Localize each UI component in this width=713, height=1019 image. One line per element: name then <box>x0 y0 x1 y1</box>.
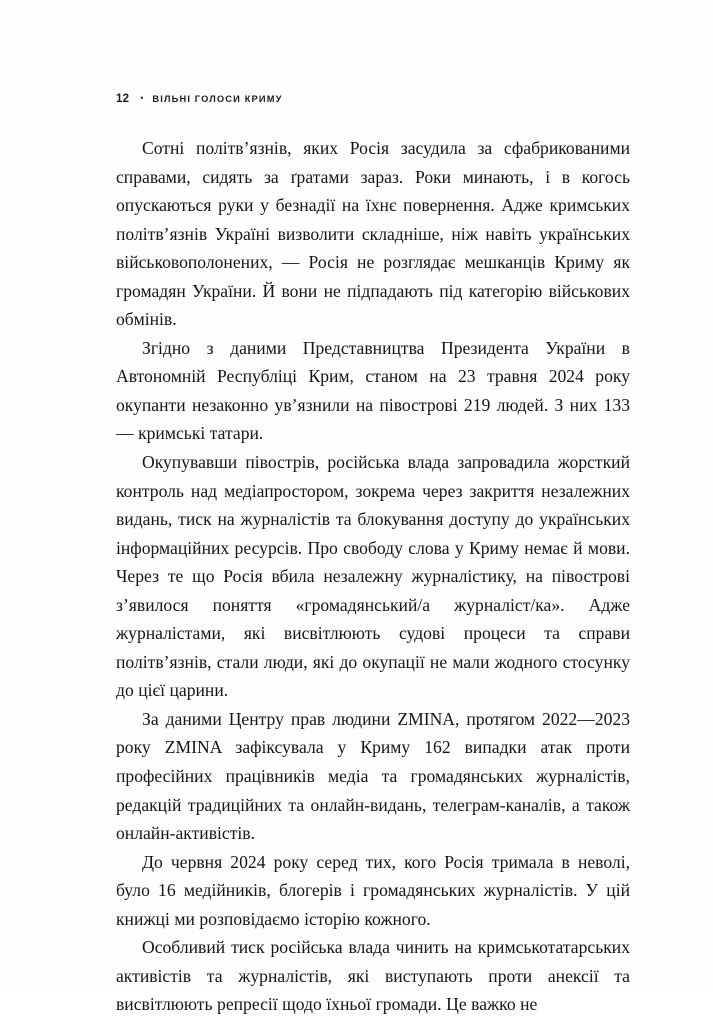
paragraph: Особливий тиск російська влада чинить на кримськотатарських активістів та журналістів, які виступають проти анексії та висвітлюють репресії щодо їхньої громади. Це важко не <box>116 937 630 1015</box>
body-text-block <box>116 134 630 1019</box>
running-head <box>116 93 283 105</box>
page-number: 12 <box>116 93 130 105</box>
book-title-running-head: ВІЛЬНІ ГОЛОСИ КРИМУ <box>152 94 283 104</box>
paragraph: Сотні політв’язнів, яких Росія засудила за сфабрикованими справами, сидять за ґратами зараз. Роки минають, і в когось опускаються руки у безнадії на їхнє повернення. Адже кримських політв’язнів Україні визволити складніше, ніж навіть українських військовополонених, — Росія не розглядає мешканців Криму як громадян України. Й вони не підпадають під категорію військових обмінів. <box>116 138 630 330</box>
paragraph: Згідно з даними Представництва Президента України в Автономній Республіці Крим, станом на 23 травня 2024 року окупанти незаконно ув’язнили на півострові 219 людей. З них 133 — кримські татари. <box>116 337 630 444</box>
paragraph: Окупувавши півострів, російська влада запровадила жорсткий контроль над медіапростором, зокрема через закриття незалежних видань, тиск на журналістів та блокування доступу до українських інформаційних ресурсів. Про свободу слова у Криму немає й мови. Через те що Росія вбила незалежну журналістику, на півострові з’явилося поняття «громадянський/а журналіст/ка». Адже журналістами, які висвітлюють судові процеси та справи політв’язнів, стали люди, які до окупації не мали жодного стосунку до цієї царини. <box>116 452 630 701</box>
bullet-separator-icon: • <box>140 93 144 103</box>
paragraph: За даними Центру прав людини ZMINA, протягом 2022—2023 року ZMINA зафіксувала у Криму 162 випадки атак проти професійних працівників медіа та громадянських журналістів, редакцій традиційних та онлайн-видань, телеграм-каналів, а також онлайн-активістів. <box>116 708 630 844</box>
paragraph: До червня 2024 року серед тих, кого Росія тримала в неволі, було 16 медійників, блогерів і громадянських журналістів. У цій книжці ми розповідаємо історію кожного. <box>116 851 630 929</box>
